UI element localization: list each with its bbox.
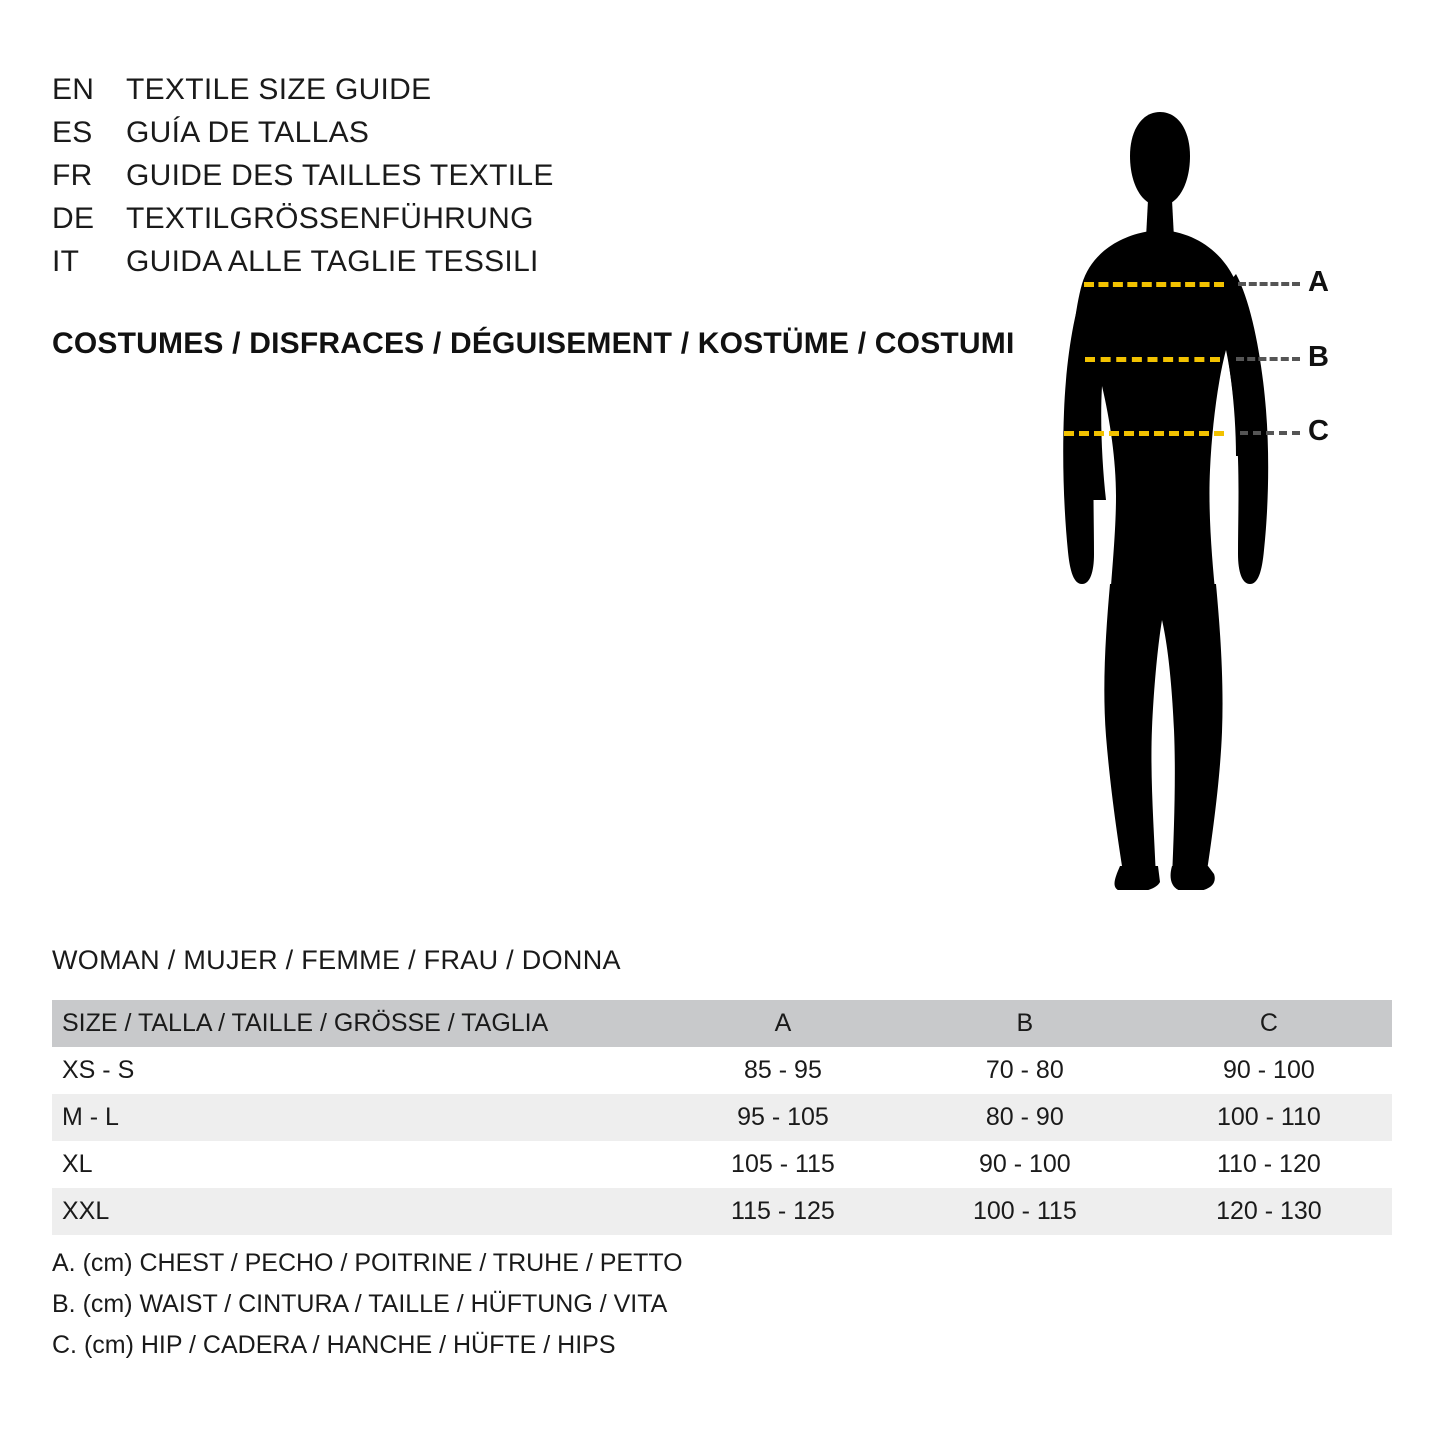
cell-c: 90 - 100 [1223,1056,1315,1084]
table-row [52,1141,1392,1188]
language-list [52,68,1012,283]
cell-a: 85 - 95 [744,1056,822,1084]
cell-b: 70 - 80 [985,1056,1064,1084]
legend-item-c: C. (cm) HIP / CADERA / HANCHE / HÜFTE / HIPS [52,1331,616,1359]
cell-c: 110 - 120 [1216,1150,1321,1178]
cell-size: XS - S [62,1056,135,1084]
language-code-de: DE [52,202,95,235]
column-header-size: SIZE / TALLA / TAILLE / GRÖSSE / TAGLIA [62,1009,549,1037]
language-code-fr: FR [52,159,93,192]
table-row [52,1188,1392,1235]
table-row [52,1047,1392,1094]
language-row-fr [52,154,1012,197]
cell-size: XXL [62,1197,110,1225]
cell-b: 90 - 100 [978,1150,1071,1178]
language-code-es: ES [52,116,93,149]
language-code-en: EN [52,73,95,106]
language-row-en [52,68,1012,111]
cell-b: 80 - 90 [985,1103,1064,1131]
column-header-c: C [1259,1009,1278,1037]
legend-item-b: B. (cm) WAIST / CINTURA / TAILLE / HÜFTUNG / VITA [52,1290,668,1318]
language-code-it: IT [52,245,80,278]
cell-size: XL [62,1150,93,1178]
column-header-a: A [774,1009,792,1037]
size-table [52,1000,1392,1235]
language-text-fr: GUIDE DES TAILLES TEXTILE [126,159,554,192]
language-text-en: TEXTILE SIZE GUIDE [126,73,432,106]
marker-label-b: B [1308,341,1329,373]
language-text-it: GUIDA ALLE TAGLIE TESSILI [126,245,539,278]
cell-c: 100 - 110 [1216,1103,1321,1131]
language-row-it [52,240,1012,283]
legend [52,1243,683,1366]
table-row [52,1094,1392,1141]
cell-b: 100 - 115 [972,1197,1077,1225]
cell-a: 95 - 105 [737,1103,829,1131]
legend-item-a: A. (cm) CHEST / PECHO / POITRINE / TRUHE / PETTO [52,1249,683,1277]
column-header-b: B [1016,1009,1034,1037]
cell-a: 115 - 125 [731,1197,835,1225]
language-text-es: GUÍA DE TALLAS [126,116,370,149]
cell-c: 120 - 130 [1216,1197,1322,1225]
table-title: WOMAN / MUJER / FEMME / FRAU / DONNA [52,945,621,975]
cell-size: M - L [62,1103,119,1131]
woman-silhouette [1020,60,1380,890]
language-text-de: TEXTILGRÖSSENFÜHRUNG [126,202,534,235]
language-row-de [52,197,1012,240]
cell-a: 105 - 115 [731,1150,835,1178]
language-row-es [52,111,1012,154]
marker-label-a: A [1308,266,1329,298]
marker-label-c: C [1308,415,1329,447]
table-header-row [52,1000,1392,1047]
category-heading: COSTUMES / DISFRACES / DÉGUISEMENT / KOSTÜME / COSTUMI [52,327,1015,360]
